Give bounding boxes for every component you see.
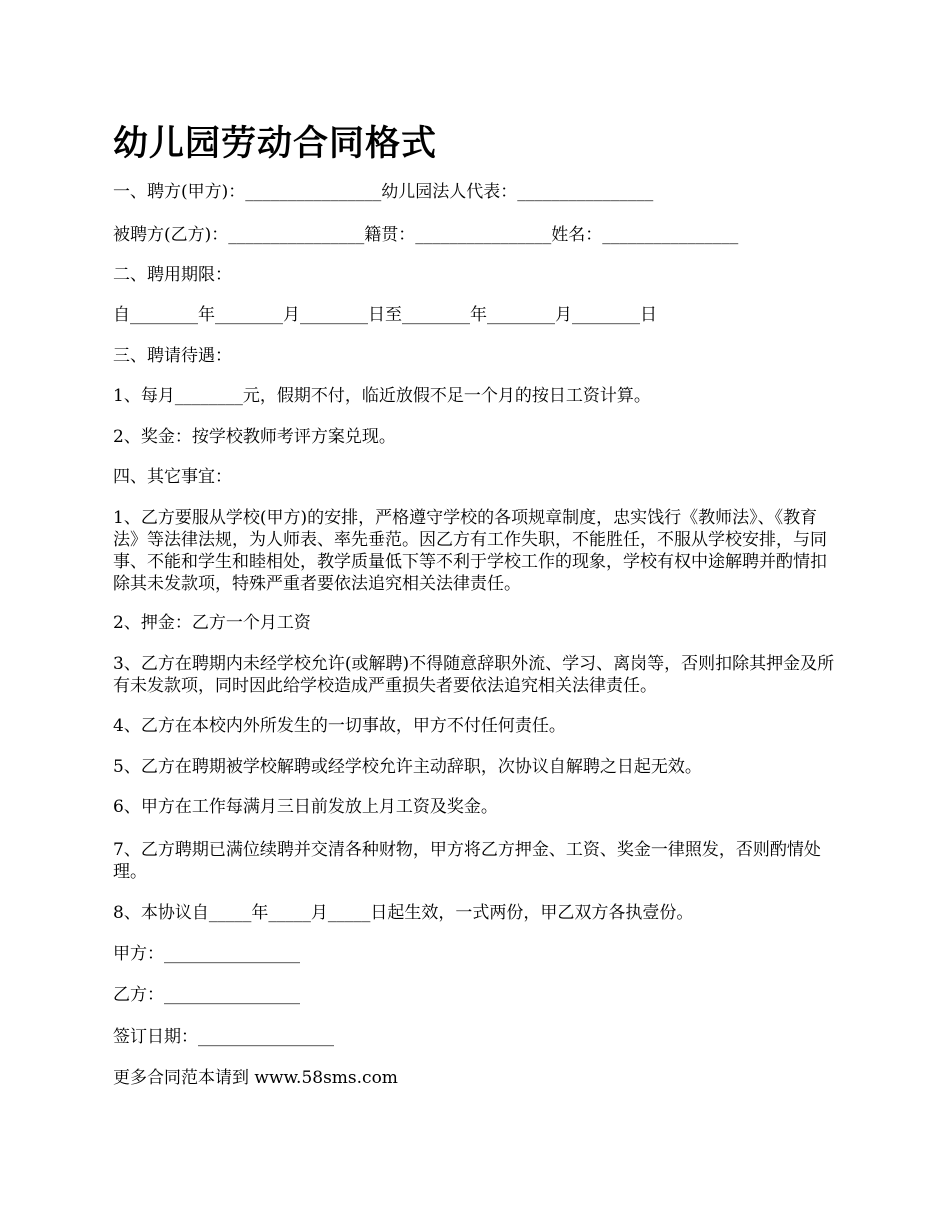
section-3-heading: 三、聘请待遇： <box>113 346 232 366</box>
party-b-line: 被聘方(乙方)：________________籍贯：________________姓名：________________ <box>113 225 739 245</box>
bonus-clause: 2、奖金：按学校教师考评方案兑现。 <box>113 427 396 447</box>
clause-1: 1、乙方要服从学校(甲方)的安排，严格遵守学校的各项规章制度，忠实饯行《教师法》、《教育法》等法律法规，为人师表、率先垂范。因乙方有工作失职，不能胜任，不服从学校安排，与同事、不能和学生和睦相处，教学质量低下等不利于学校工作的现象，学校有权中途解聘并酌情扣除其未发款项，特殊严重者要依法追究相关法律责任。 <box>113 508 827 594</box>
party-a-line: 一、聘方(甲方)：________________幼儿园法人代表：________________ <box>113 182 654 202</box>
document-title: 幼儿园劳动合同格式 <box>113 124 438 164</box>
clause-5: 5、乙方在聘期被学校解聘或经学校允许主动辞职，次协议自解聘之日起无效。 <box>113 757 702 777</box>
signing-date-line: 签订日期：________________ <box>113 1027 334 1047</box>
salary-clause: 1、每月________元，假期不付，临近放假不足一个月的按日工资计算。 <box>113 386 651 406</box>
footer-note: 更多合同范本请到 www.58sms.com <box>113 1068 398 1088</box>
party-b-signature-line: 乙方：________________ <box>113 985 300 1005</box>
clause-7: 7、乙方聘期已满位续聘并交清各种财物，甲方将乙方押金、工资、奖金一律照发，否则酌情处理。 <box>113 840 821 882</box>
section-2-heading: 二、聘用期限： <box>113 265 232 285</box>
clause-4: 4、乙方在本校内外所发生的一切事故，甲方不付任何责任。 <box>113 716 566 736</box>
clause-6: 6、甲方在工作每满月三日前发放上月工资及奖金。 <box>113 797 498 817</box>
clause-2: 2、押金：乙方一个月工资 <box>113 613 311 633</box>
clause-8: 8、本协议自_____年_____月_____日起生效，一式两份，甲乙双方各执壹份。 <box>113 903 694 923</box>
section-4-heading: 四、其它事宜： <box>113 467 232 487</box>
clause-3: 3、乙方在聘期内未经学校允许(或解聘)不得随意辞职外流、学习、离岗等，否则扣除其押金及所有未发款项，同时因此给学校造成严重损失者要依法追究相关法律责任。 <box>113 654 835 696</box>
term-period-line: 自________年________月________日至________年________月________日 <box>113 305 657 325</box>
party-a-signature-line: 甲方：________________ <box>113 944 300 964</box>
